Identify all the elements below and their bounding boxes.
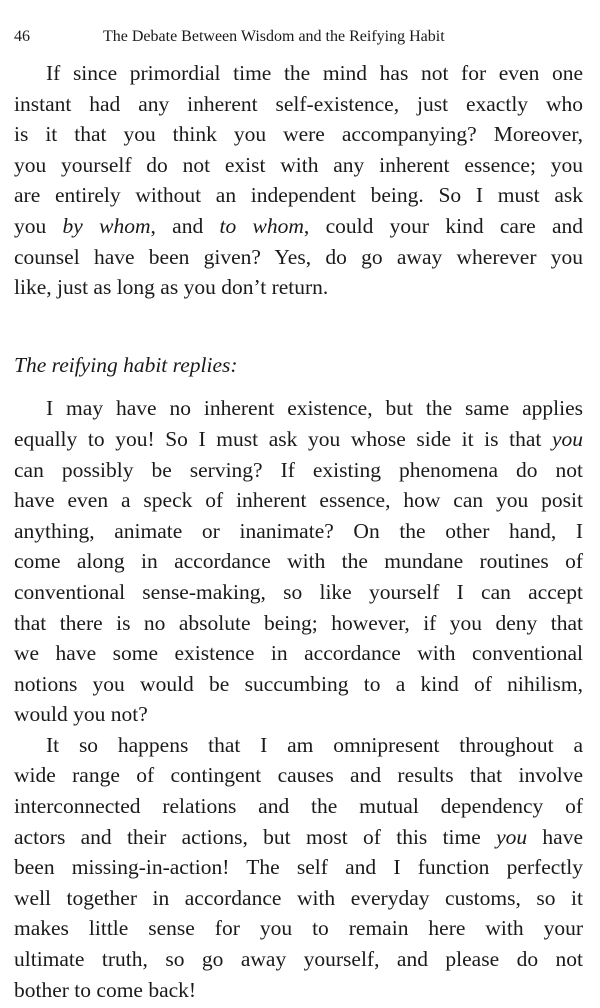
- text-line: ultimate truth, so go away yourself, and please do not: [14, 947, 583, 972]
- emphasis: to whom: [219, 213, 304, 238]
- body-paragraph: [14, 58, 583, 303]
- text-line: would you not?: [14, 702, 148, 727]
- text-line: conventional sense-making, so like yourself I can accept: [14, 579, 583, 604]
- text-line: If since primordial time the mind has not for even one: [46, 61, 583, 85]
- text-line: are entirely without an independent being. So I must ask: [14, 183, 583, 208]
- emphasis: you: [551, 426, 583, 451]
- emphasis: you: [496, 824, 528, 849]
- text-line: wide range of contingent causes and results that involve: [14, 763, 583, 788]
- text-line: can possibly be serving? If existing phenomena do not: [14, 457, 583, 482]
- text-line: is it that you think you were accompanying? Moreover,: [14, 122, 583, 147]
- text-line: like, just as long as you don’t return.: [14, 275, 329, 300]
- text-line: have even a speck of inherent essence, how can you posit: [14, 488, 583, 513]
- text-line: interconnected relations and the mutual dependency of: [14, 794, 583, 819]
- text-line: you yourself do not exist with any inherent essence; you: [14, 152, 583, 177]
- running-head: [14, 26, 586, 48]
- running-title: The Debate Between Wisdom and the Reifying Habit: [103, 28, 445, 45]
- body-paragraph: [14, 393, 583, 730]
- text-line: been missing-in-action! The self and I function perfectly: [14, 855, 583, 880]
- text-line: actors and their actions, but most of this time you have: [14, 824, 583, 849]
- text-line: It so happens that I am omnipresent throughout a: [46, 732, 583, 757]
- text-line: equally to you! So I must ask you whose side it is that you: [14, 426, 583, 451]
- text-line: we have some existence in accordance with conventional: [14, 641, 583, 666]
- body-text: [14, 58, 583, 1005]
- text-line: bother to come back!: [14, 977, 197, 1002]
- emphasis: by whom: [62, 213, 151, 238]
- body-paragraph: [14, 730, 583, 1005]
- text-line: makes little sense for you to remain here with your: [14, 916, 583, 941]
- page-number: 46: [14, 28, 30, 45]
- text-line: that there is no absolute being; however, if you deny that: [14, 610, 583, 635]
- text-line: come along in accordance with the mundane routines of: [14, 549, 583, 574]
- text-line: I may have no inherent existence, but the same applies: [46, 396, 583, 421]
- text-line: well together in accordance with everyday customs, so it: [14, 885, 583, 910]
- text-line: counsel have been given? Yes, do go away wherever you: [14, 244, 583, 269]
- text-line: notions you would be succumbing to a kind of nihilism,: [14, 671, 583, 696]
- speaker-heading: The reifying habit replies:: [14, 352, 238, 377]
- text-line: you by whom, and to whom, could your kind care and: [14, 213, 584, 238]
- text-line: anything, animate or inanimate? On the other hand, I: [14, 518, 583, 543]
- text-line: instant had any inherent self-existence, just exactly who: [14, 91, 583, 116]
